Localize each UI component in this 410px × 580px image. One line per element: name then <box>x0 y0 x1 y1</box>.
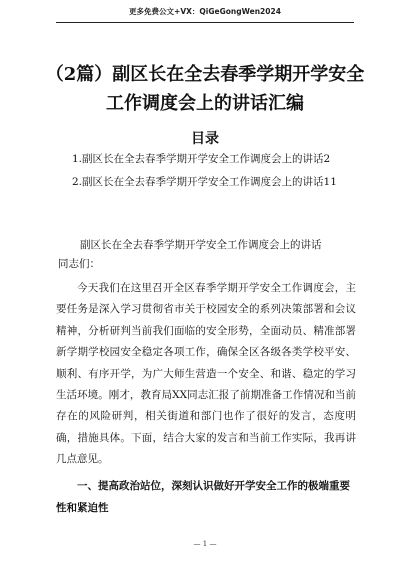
speech-title: 副区长在全去春季学期开学安全工作调度会上的讲话 <box>80 239 322 251</box>
page-number: — 1 — <box>193 540 217 548</box>
salutation: 同志们： <box>58 258 100 270</box>
header-divider <box>56 22 354 23</box>
toc-item[interactable]: 1.副区长在全去春季学期开学安全工作调度会上的讲话2 <box>72 153 331 165</box>
body-paragraph: 今天我们在这里召开全区春季学期开学安全工作调度会，主要任务是深入学习贯彻省市关于校园安全的系列决策部署和会议精神，分析研判当前我们面临的安全形势，全面动员、精准部署新学期学校园安全稳定各项工作，确保全区各级各类学校平安、顺利、有序开学，为广大师生营造一个安全、和谐、稳定的学习生活环境。刚才，教育局XX同志汇报了前期准备工作情况和当前存在的风险研判，相关街道和部门也作了很好的发言，态度明确，措施具体。下面，结合大家的发言和当前工作实际，我再讲几点意见。 <box>56 282 356 466</box>
toc-heading: 目录 <box>191 131 219 147</box>
toc-item[interactable]: 2.副区长在全去春季学期开学安全工作调度会上的讲话11 <box>72 176 337 188</box>
section-heading: 一、提高政治站位，深刻认识做好开学安全工作的极端重要性和紧迫性 <box>56 480 350 514</box>
document-title: （2篇）副区长在全去春季学期开学安全工作调度会上的讲话汇编 <box>45 64 365 114</box>
page-header: 更多免费公文+VX：QiGeGongWen2024 <box>129 7 281 16</box>
